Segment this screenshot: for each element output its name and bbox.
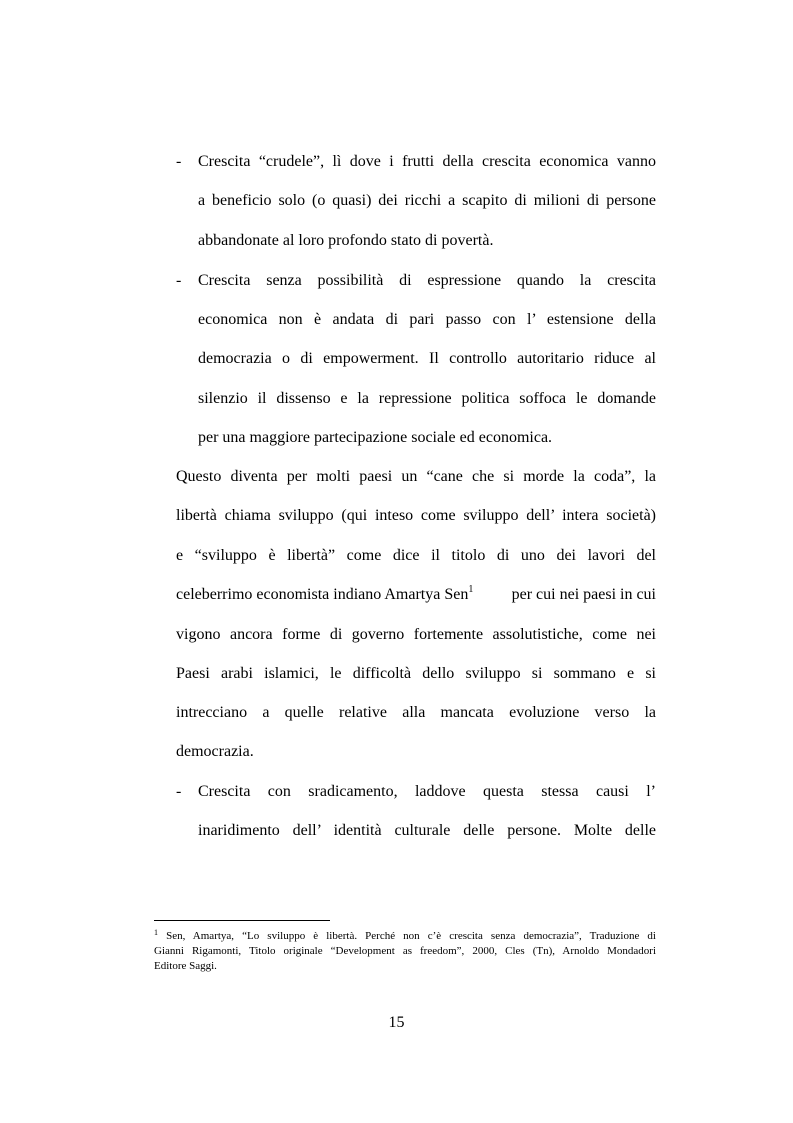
text-line: abbandonate al loro profondo stato di povertà.	[198, 232, 494, 249]
text-fragment: celeberrimo economista indiano Amartya Sen	[176, 586, 469, 603]
text-line: silenzio il dissenso e la repressione politica soffoca le domande	[198, 390, 656, 407]
text-line: Crescita senza possibilità di espressione quando la crescita	[198, 272, 656, 289]
footnote-line	[154, 929, 656, 943]
bullet-dash: -	[176, 153, 182, 170]
text-fragment: per cui nei paesi in cui	[511, 586, 656, 603]
text-line: a beneficio solo (o quasi) dei ricchi a scapito di milioni di persone	[198, 192, 656, 209]
footnote-separator	[154, 920, 330, 921]
text-line: economica non è andata di pari passo con l’ estensione della	[198, 311, 656, 328]
text-line: Questo diventa per molti paesi un “cane che si morde la coda”, la	[176, 468, 656, 485]
text-line: democrazia o di empowerment. Il controllo autoritario riduce al	[198, 350, 656, 367]
text-line: per una maggiore partecipazione sociale ed economica.	[198, 429, 553, 446]
text-line: intrecciano a quelle relative alla mancata evoluzione verso la	[176, 704, 656, 721]
footnote-number: 1	[154, 929, 158, 937]
page-number: 15	[388, 1014, 405, 1031]
text-line: democrazia.	[176, 743, 254, 760]
text-segment	[176, 585, 473, 605]
text-line: inaridimento dell’ identità culturale delle persone. Molte delle	[198, 822, 656, 839]
text-line: e “sviluppo è libertà” come dice il titolo di uno dei lavori del	[176, 547, 656, 564]
text-line: Paesi arabi islamici, le difficoltà dello sviluppo si sommano e si	[176, 665, 656, 682]
text-line: libertà chiama sviluppo (qui inteso come sviluppo dell’ intera società)	[176, 507, 656, 524]
footnote-line: Gianni Rigamonti, Titolo originale “Development as freedom”, 2000, Cles (Tn), Arnoldo Mondadori	[154, 945, 656, 957]
text-line-with-footnote-ref	[176, 585, 656, 605]
text-line: Crescita con sradicamento, laddove questa stessa causi l’	[198, 783, 656, 800]
footnote-text: Sen, Amartya, “Lo sviluppo è libertà. Perché non c’è crescita senza democrazia”, Traduzione di	[158, 930, 656, 942]
footnote-reference[interactable]: 1	[468, 583, 474, 595]
bullet-dash: -	[176, 272, 182, 289]
bullet-dash: -	[176, 783, 182, 800]
text-line: Crescita “crudele”, lì dove i frutti della crescita economica vanno	[198, 153, 656, 170]
text-line: vigono ancora forme di governo fortemente assolutistiche, come nei	[176, 626, 656, 643]
footnote-line: Editore Saggi.	[154, 960, 217, 972]
